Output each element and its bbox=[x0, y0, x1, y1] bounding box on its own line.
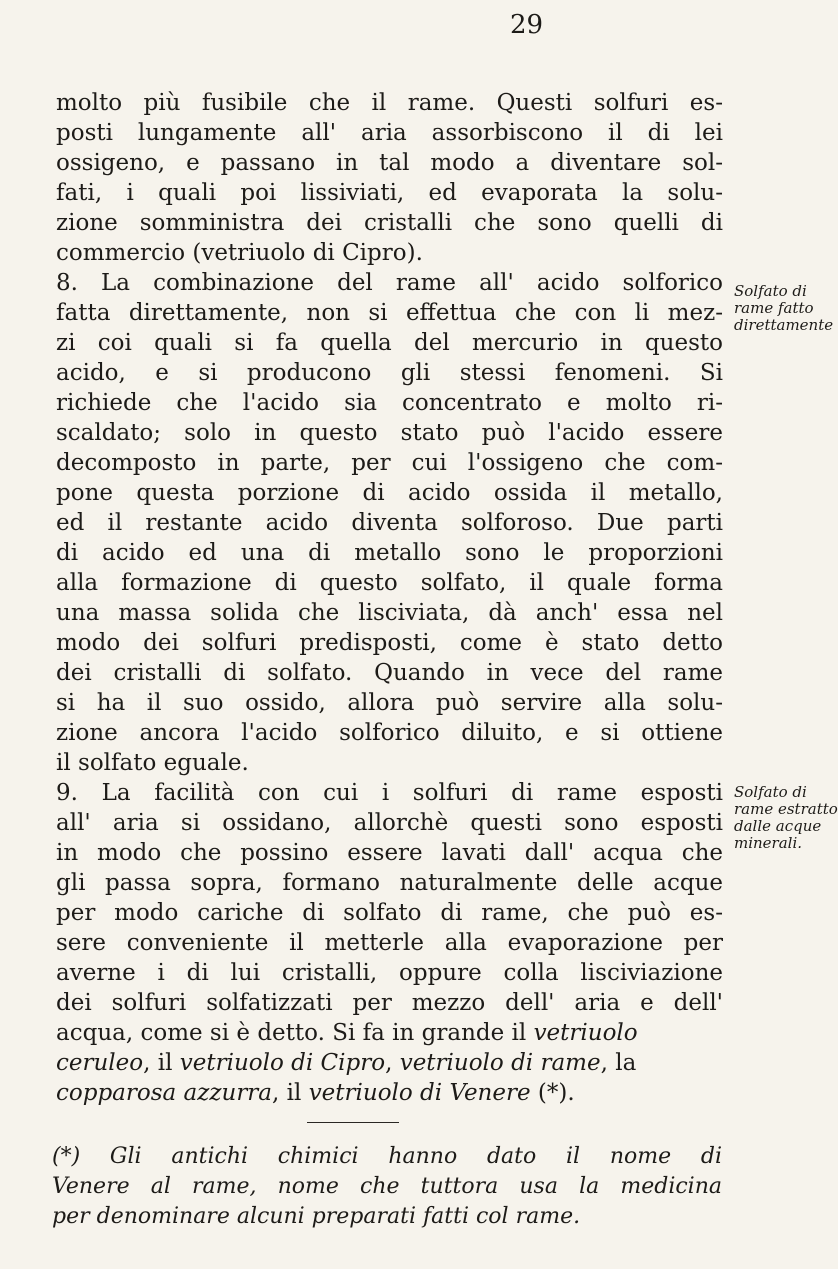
text-line: posti lungamente all' aria assorbiscono il di lei bbox=[56, 120, 723, 146]
text-line bbox=[56, 1018, 723, 1048]
italic-term: vetriuolo di Cipro bbox=[179, 1050, 386, 1076]
text-line: in modo che possino essere lavati dall' acqua che bbox=[56, 840, 723, 866]
text-line: 8. La combinazione del rame all' acido solforico bbox=[56, 270, 723, 296]
footnote-divider bbox=[307, 1122, 399, 1123]
text-line: commercio (vetriuolo di Cipro). bbox=[56, 240, 423, 266]
text-line: il solfato eguale. bbox=[56, 750, 249, 776]
text-line: di acido ed una di metallo sono le proporzioni bbox=[56, 540, 723, 566]
text-line: per modo cariche di solfato di rame, che può es- bbox=[56, 900, 723, 926]
margin-note-line: rame estratto bbox=[734, 800, 838, 818]
italic-term: vetriuolo di Venere bbox=[308, 1080, 531, 1106]
text-segment: , la bbox=[600, 1050, 637, 1076]
text-line: decomposto in parte, per cui l'ossigeno che com- bbox=[56, 450, 723, 476]
text-line: sere conveniente il metterle alla evaporazione per bbox=[56, 930, 723, 956]
text-line: acido, e si producono gli stessi fenomeni. Si bbox=[56, 360, 723, 386]
text-line: ed il restante acido diventa solforoso. Due parti bbox=[56, 510, 723, 536]
page-number: 29 bbox=[510, 10, 544, 40]
text-line: fatta direttamente, non si effettua che con li mez- bbox=[56, 300, 723, 326]
footnote-line: per denominare alcuni preparati fatti col rame. bbox=[52, 1204, 581, 1229]
text-line: averne i di lui cristalli, oppure colla lisciviazione bbox=[56, 960, 723, 986]
text-segment: , il bbox=[143, 1050, 180, 1076]
margin-note-line: direttamente bbox=[734, 316, 834, 334]
text-line: fati, i quali poi lissiviati, ed evaporata la solu- bbox=[56, 180, 723, 206]
text-line: all' aria si ossidano, allorchè questi sono esposti bbox=[56, 810, 723, 836]
text-line: molto più fusibile che il rame. Questi solfuri es- bbox=[56, 90, 723, 116]
text-line: ossigeno, e passano in tal modo a diventare sol- bbox=[56, 150, 723, 176]
margin-note-line: Solfato di bbox=[734, 282, 807, 300]
text-segment: acqua, come si è detto. Si fa in grande il bbox=[56, 1020, 527, 1046]
margin-note-line: Solfato di bbox=[734, 783, 807, 801]
text-line: alla formazione di questo solfato, il quale forma bbox=[56, 570, 723, 596]
margin-note bbox=[734, 283, 833, 334]
text-line: pone questa porzione di acido ossida il metallo, bbox=[56, 480, 723, 506]
italic-term: ceruleo bbox=[56, 1050, 144, 1076]
text-line: richiede che l'acido sia concentrato e molto ri- bbox=[56, 390, 723, 416]
text-segment: , il bbox=[272, 1080, 309, 1106]
text-line: modo dei solfuri predisposti, come è stato detto bbox=[56, 630, 723, 656]
text-line: scaldato; solo in questo stato può l'acido essere bbox=[56, 420, 723, 446]
text-line bbox=[56, 1048, 636, 1078]
italic-term: vetriuolo bbox=[533, 1020, 638, 1046]
text-line: zione ancora l'acido solforico diluito, e si ottiene bbox=[56, 720, 723, 746]
text-line: gli passa sopra, formano naturalmente delle acque bbox=[56, 870, 723, 896]
text-line: si ha il suo ossido, allora può servire alla solu- bbox=[56, 690, 723, 716]
margin-note-line: dalle acque bbox=[734, 817, 822, 835]
text-line: zione somministra dei cristalli che sono quelli di bbox=[56, 210, 723, 236]
text-line bbox=[56, 1078, 575, 1108]
footnote-line: (*) Gli antichi chimici hanno dato il nome di bbox=[52, 1144, 722, 1169]
text-line: dei cristalli di solfato. Quando in vece del rame bbox=[56, 660, 723, 686]
italic-term: copparosa azzurra bbox=[56, 1080, 273, 1106]
text-line: dei solfuri solfatizzati per mezzo dell' aria e dell' bbox=[56, 990, 723, 1016]
text-line: una massa solida che lisciviata, dà anch' essa nel bbox=[56, 600, 723, 626]
text-line: 9. La facilità con cui i solfuri di rame esposti bbox=[56, 780, 723, 806]
margin-note bbox=[734, 784, 838, 852]
text-segment: (*). bbox=[530, 1080, 575, 1106]
margin-note-line: rame fatto bbox=[734, 299, 814, 317]
footnote-line: Venere al rame, nome che tuttora usa la medicina bbox=[52, 1174, 722, 1199]
text-segment: , bbox=[385, 1050, 400, 1076]
italic-term: vetriuolo di rame bbox=[399, 1050, 601, 1076]
margin-note-line: minerali. bbox=[734, 834, 803, 852]
text-line: zi coi quali si fa quella del mercurio in questo bbox=[56, 330, 723, 356]
